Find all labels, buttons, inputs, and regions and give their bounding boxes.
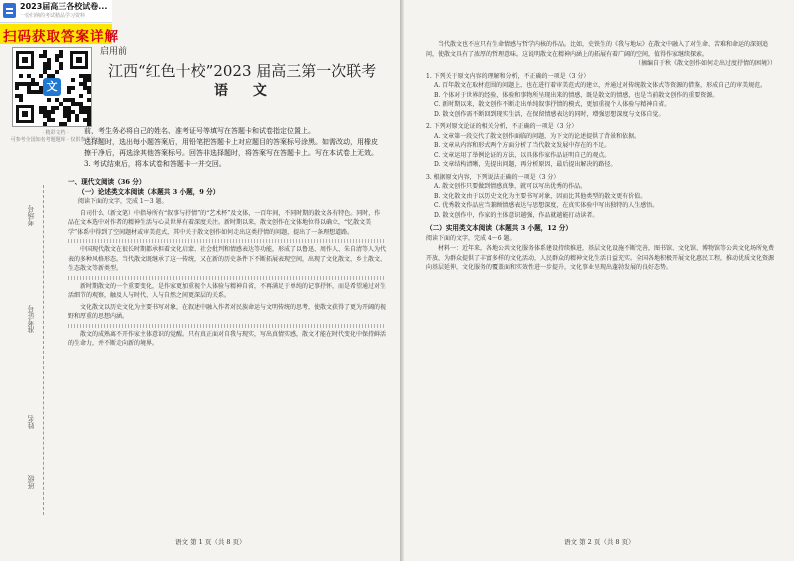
qr-module bbox=[87, 122, 91, 126]
document-subtitle: 一份归纳的考试精品学习资料 bbox=[20, 13, 86, 19]
faint-text-line bbox=[68, 324, 386, 328]
option-b: B. 文章从内容和形式两个方面分析了当代散文发展中存在的不足。 bbox=[434, 142, 611, 149]
qr-module bbox=[87, 78, 91, 82]
question-2 bbox=[426, 122, 776, 170]
option-a: A. 文章第一段交代了散文创作面临的问题，为下文的论述提供了背景和依据。 bbox=[434, 132, 641, 140]
qr-module bbox=[55, 70, 59, 74]
qr-module bbox=[59, 66, 63, 70]
qr-logo-icon: 文 bbox=[43, 78, 61, 96]
scan-banner[interactable] bbox=[0, 24, 119, 45]
qr-module bbox=[47, 98, 51, 102]
paragraph: 自司什么（新文笔）中指导所有“叙事与抒情”的“艺术杯”及文体，一百年间，不同时期的散文各有特色。同时，作品在文本选中对作者的精神生活与心灵世界有着深度关注。新时期以来，散文创作在文体地位得以确立，“忆散文美学”体系中得到了空间题材或审美范式，其中关于散文创作如何走出这类抒情的问题，提出了一条理想道路。 bbox=[68, 209, 381, 236]
subsection-title: （一）论述类文本阅读（本题共 3 小题，9 分） bbox=[78, 187, 220, 196]
paragraph: 中国现代散文在很长时期都承担着文化启蒙、社会批判和情感表达等功能，形成了以鲁迅、周作人、朱自清等人为代表的多种风格形态。当代散文既继承了这一传统，又在新的历史条件下不断拓展表现空间，出现了文化散文、乡土散文、生态散文等新类型。 bbox=[68, 246, 386, 272]
faint-text-line bbox=[68, 276, 386, 280]
qr-module bbox=[71, 78, 75, 82]
side-label-exam-room: 考场号 bbox=[27, 205, 35, 226]
qr-code[interactable] bbox=[12, 47, 92, 127]
question-1 bbox=[426, 72, 776, 120]
qr-module bbox=[67, 90, 71, 94]
reading-instruction: 阅读下面的文字，完成 4～6 题。 bbox=[426, 234, 516, 242]
document-title: 2023届高三各校试卷... bbox=[20, 2, 108, 11]
question-section bbox=[426, 40, 776, 530]
option-c: C. 文章运用了举例论证的方法，以具体作家作品证明自己的观点。 bbox=[434, 151, 611, 159]
side-label-class: 班级 bbox=[27, 475, 35, 489]
qr-module bbox=[87, 90, 91, 94]
qr-module bbox=[15, 86, 19, 90]
document-icon bbox=[3, 3, 16, 18]
option-a: A. 散文创作只要做到情感真挚，就可以写出优秀的作品。 bbox=[434, 183, 587, 190]
notice-line: 选择题时，选出每小题答案后，用铅笔把答题卡上对应题目的答案标号涂黑。如需改动，用橡皮 bbox=[84, 138, 378, 146]
option-c: C. 新时期以来，散文创作不断走出单纯叙事抒情的模式，更加重视个人体验与精神自省。 bbox=[434, 101, 671, 108]
question-3 bbox=[426, 173, 776, 221]
paragraph: 文化散文以历史文化为主要书写对象，在叙述中融入作者对民族命运与文明传统的思考，使散文获得了更为开阔的视野和厚重的思想内涵。 bbox=[68, 303, 386, 320]
qr-module bbox=[67, 118, 71, 122]
qr-module bbox=[51, 74, 55, 78]
option-b: B. 文化散文由于以历史文化为主要书写对象，因而比其他类型的散文更有价值。 bbox=[434, 192, 647, 200]
binding-margin bbox=[6, 185, 66, 515]
paragraph: 新时期散文的一个重要变化，是作家更加重视个人体验与精神自省，不再满足于单纯的记事抒怀，而是希望通过对生活细节的观察，触及人与时代、人与自然之间更深层的关系。 bbox=[68, 282, 386, 299]
binding-line bbox=[43, 185, 44, 515]
qr-module bbox=[59, 54, 63, 58]
option-d: D. 文章结构清晰，先提出问题，再分析原因，最后提出解决的路径。 bbox=[434, 161, 617, 168]
qr-module bbox=[51, 118, 55, 122]
question-stem: 1. 下列关于原文内容的理解和分析，不正确的一项是（3 分） bbox=[426, 72, 590, 80]
section-title: 一、现代文阅读（36 分） bbox=[68, 178, 146, 186]
qr-finder-pattern bbox=[16, 105, 34, 123]
qr-module bbox=[47, 66, 51, 70]
qr-module bbox=[75, 118, 79, 122]
question-stem: 2. 下列对原文论证的相关分析，不正确的一项是（3 分） bbox=[426, 123, 578, 130]
notice-line: 前，考生务必将自己的姓名、准考证号等填写在答题卡和试卷指定位置上。 bbox=[84, 127, 315, 135]
question-stem: 3. 根据原文内容，下列说法正确的一项是（3 分） bbox=[426, 173, 560, 181]
exam-title: 江西“红色十校”2023 届高三第一次联考 bbox=[108, 62, 377, 80]
paragraph: 散文的成熟离不开作家主体意识的觉醒。只有真正面对自我与现实，写出真情实感，散文才能在时代变化中保持鲜活的生命力，并不断走向新的境界。 bbox=[68, 330, 386, 347]
qr-module bbox=[19, 98, 23, 102]
qr-module bbox=[79, 94, 83, 98]
qr-module bbox=[51, 110, 55, 114]
document-header[interactable] bbox=[0, 0, 112, 23]
subsection-title: （二）实用类文本阅读（本题共 3 小题，12 分） bbox=[426, 224, 572, 232]
qr-module bbox=[55, 106, 59, 110]
page-footer: 语文 第 1 页（共 8 页） bbox=[175, 538, 246, 546]
right-exam-page bbox=[404, 0, 794, 561]
qr-finder-pattern bbox=[16, 51, 34, 69]
reading-section bbox=[68, 178, 386, 523]
notice-line: 3. 考试结束后，将本试卷和答题卡一并交回。 bbox=[84, 160, 226, 168]
qr-finder-pattern bbox=[70, 51, 88, 69]
side-label-name: 姓名 bbox=[27, 415, 35, 429]
option-d: D. 散文创作需不断回到现实生活，在保留情感表达的同时，增强思想深度与文体自觉。 bbox=[434, 110, 665, 118]
option-d: D. 散文创作中，作家的主体意识越强，作品就越能打动读者。 bbox=[434, 211, 599, 219]
paragraph: 材料一：近年来，各地公共文化服务体系建设持续推进，基层文化设施不断完善，图书馆、文化馆、博物馆等公共文化场所免费开放，为群众提供了丰富多样的文化活动，人民群众的精神文化生活日益充实。全国各地积极开展文化惠民工程，推动优质文化资源向基层延伸，文化服务的覆盖面和实效性进一步提升，文化事业呈现出蓬勃发展的良好态势。 bbox=[426, 245, 775, 271]
exam-pretitle: 启用前 bbox=[100, 47, 128, 57]
qr-module bbox=[39, 74, 43, 78]
option-a: A. 百年散文在取材范围的问题上，也在进行着审美范式的建立，并通过对传统散文体式等资源的借鉴，形成自己的审美规范。 bbox=[434, 82, 767, 89]
paragraph: 当代散文也不应只有生命情感与哲学内核的作品。比如，史铁生的《我与地坛》在散文中融入了对生命、苦难和命运的深刻追问，使散文具有了浓厚的哲理意味。这说明散文在精神内涵上的拓展有着广阔的空间，值得作家继续探索。 bbox=[426, 41, 769, 58]
qr-module bbox=[71, 86, 75, 90]
qr-module bbox=[63, 122, 67, 126]
side-label-ticket-number: 准考证号 bbox=[27, 305, 35, 333]
source-note: （摘编自于秋《散文创作如何走出过度抒情的困境》） bbox=[634, 60, 776, 67]
option-c: C. 优秀散文作品应当兼顾情感表达与思想深度，在真实体验中写出独特的人生感悟。 bbox=[434, 202, 659, 209]
faint-text-line bbox=[68, 239, 386, 243]
qr-module bbox=[19, 74, 23, 78]
qr-module bbox=[87, 98, 91, 102]
qr-caption: · 精彩文档 · 可参考全国知名考题题库 · 仅供参考学习 bbox=[10, 130, 101, 143]
reading-instruction: 阅读下面的文字，完成 1～3 题。 bbox=[78, 198, 168, 205]
page-footer: 语文 第 2 页（共 8 页） bbox=[564, 538, 635, 546]
qr-module bbox=[39, 90, 43, 94]
option-b: B. 个体对于世界的经验，体验和事物所呈现出来的情感，既是散文的情感，也是当前散文创作的重要资源。 bbox=[434, 91, 719, 99]
qr-module bbox=[43, 122, 47, 126]
subject-title: 语 文 bbox=[214, 83, 277, 99]
scan-banner-text: 扫码获取答案详解 bbox=[3, 29, 119, 45]
notice-line: 擦干净后，再选涂其他答案标号。回答非选择题时，将答案写在答题卡上。写在本试卷上无效。 bbox=[84, 149, 378, 157]
